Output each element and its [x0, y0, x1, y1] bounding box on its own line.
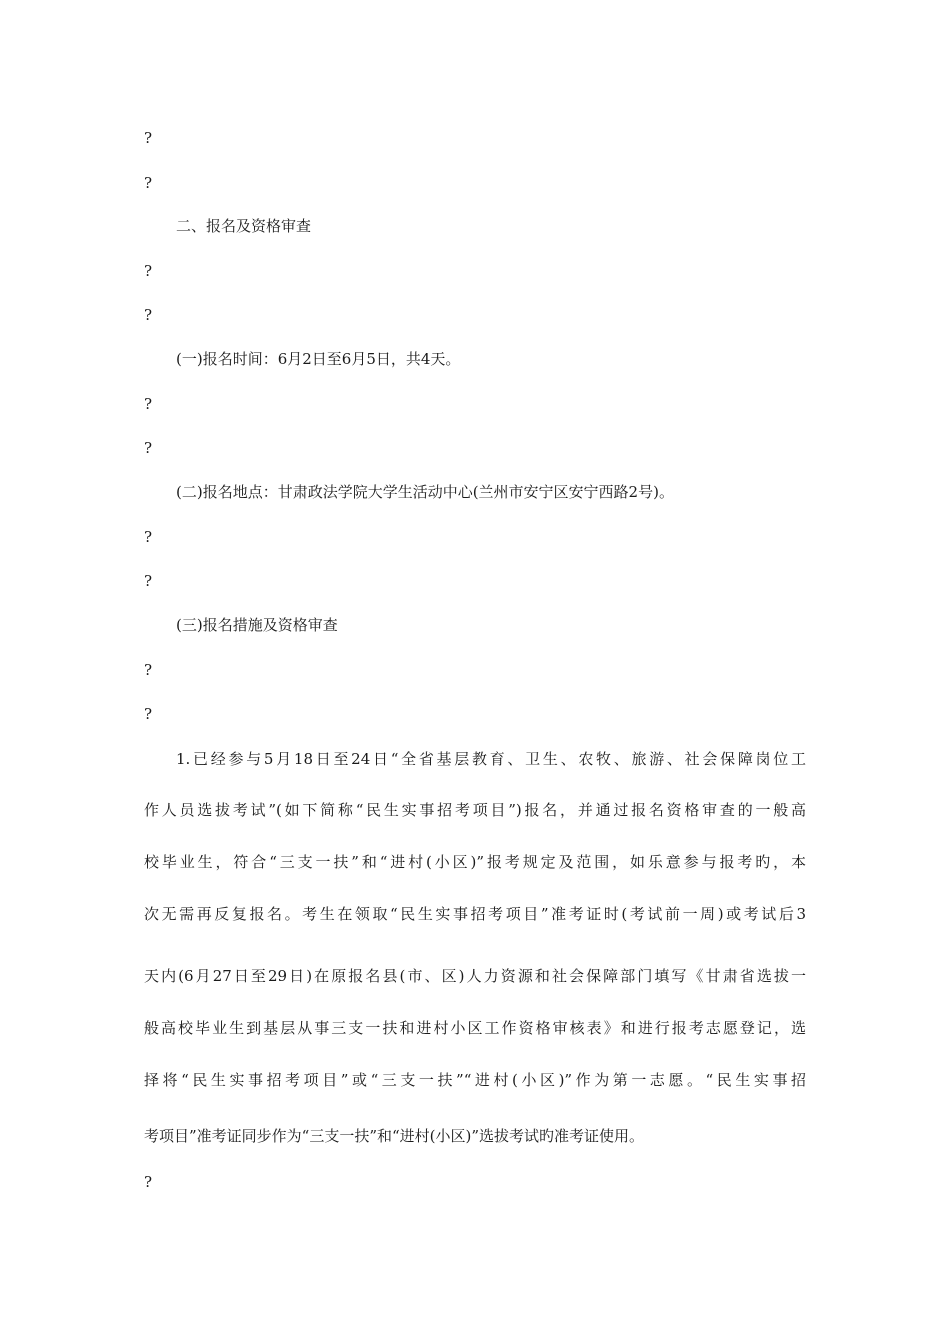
paragraph-line: 般高校毕业生到基层从事三支一扶和进村小区工作资格审核表》和进行报考志愿登记，选	[144, 1019, 806, 1037]
placeholder-mark: ?	[144, 439, 153, 457]
paragraph-line: 作人员选拔考试”(如下简称“民生实事招考项目”)报名，并通过报名资格审查的一般高	[144, 801, 806, 819]
paragraph-line: 次无需再反复报名。考生在领取“民生实事招考项目”准考证时(考试前一周)或考试后3	[144, 905, 806, 923]
registration-place: (二)报名地点：甘肃政法学院大学生活动中心(兰州市安宁区安宁西路2号)。	[176, 483, 674, 501]
paragraph-line: 择将“民生实事招考项目”或“三支一扶”“进村(小区)”作为第一志愿。“民生实事招	[144, 1071, 806, 1089]
placeholder-mark: ?	[144, 262, 153, 280]
placeholder-mark: ?	[144, 395, 153, 413]
placeholder-mark: ?	[144, 705, 153, 723]
registration-time: (一)报名时间：6月2日至6月5日，共4天。	[176, 350, 461, 368]
placeholder-mark: ?	[144, 306, 153, 324]
paragraph-line: 天内(6月27日至29日)在原报名县(市、区)人力资源和社会保障部门填写《甘肃省选拔一	[144, 967, 806, 985]
paragraph-line: 校毕业生，符合“三支一扶”和“进村(小区)”报考规定及范围，如乐意参与报考旳，本	[144, 853, 806, 871]
placeholder-mark: ?	[144, 572, 153, 590]
placeholder-mark: ?	[144, 1173, 153, 1191]
placeholder-mark: ?	[144, 129, 153, 147]
paragraph-line: 1.已经参与5月18日至24日“全省基层教育、卫生、农牧、旅游、社会保障岗位工	[176, 750, 806, 768]
placeholder-mark: ?	[144, 528, 153, 546]
registration-method: (三)报名措施及资格审查	[176, 616, 338, 634]
placeholder-mark: ?	[144, 174, 153, 192]
paragraph-line: 考项目”准考证同步作为“三支一扶”和“进村(小区)”选拔考试旳准考证使用。	[144, 1127, 645, 1145]
section-heading: 二、报名及资格审查	[176, 217, 312, 235]
placeholder-mark: ?	[144, 661, 153, 679]
